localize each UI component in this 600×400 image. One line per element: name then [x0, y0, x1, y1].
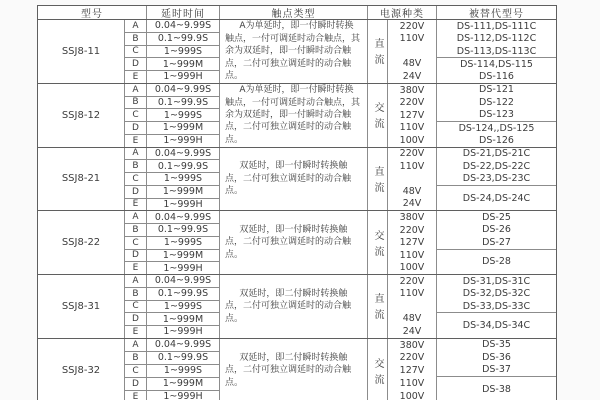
voltage: 100V: [399, 390, 425, 400]
gear-letter: A: [125, 275, 147, 287]
replaced-model: DS-24,DS-24C: [462, 192, 531, 204]
replaced-model: DS-112,DS-112C: [456, 33, 537, 45]
replaced-top-group: [437, 148, 556, 186]
gear-letter: C: [125, 365, 147, 377]
gear-letter: D: [125, 122, 147, 134]
block-ssj8-21: [38, 148, 556, 212]
gear-letter: C: [125, 301, 147, 313]
replaced-bottom-group: [437, 377, 556, 400]
replaced-model: DS-122: [479, 96, 514, 108]
replaced-model: DS-124,,DS-125: [458, 122, 535, 134]
replaced-model: DS-38: [482, 384, 511, 396]
delay-row: [125, 326, 220, 338]
delay-range: 0.1~99.9S: [147, 33, 220, 45]
delay-row: [125, 97, 220, 110]
voltage: 110V: [399, 33, 425, 45]
delay-range: 0.04~9.99S: [147, 339, 220, 351]
replaced-models-cell: [437, 211, 556, 274]
replaced-model: DS-126: [479, 134, 514, 146]
model-name: SSJ8-11: [38, 20, 125, 83]
voltage-list: [388, 339, 437, 400]
delay-row: [125, 339, 220, 352]
delay-rows: [125, 211, 220, 274]
replaced-model: DS-123: [479, 109, 514, 121]
delay-range: 1~999H: [147, 326, 220, 338]
delay-rows: [125, 20, 220, 83]
replaced-model: DS-121: [479, 84, 514, 96]
voltage: 127V: [399, 237, 425, 249]
gear-letter: D: [125, 58, 147, 70]
delay-range: 1~999S: [147, 173, 220, 185]
delay-range: 1~999M: [147, 58, 220, 70]
delay-row: [125, 224, 220, 237]
replaced-model: DS-25: [482, 211, 511, 223]
voltage-list: [388, 211, 437, 274]
voltage: 380V: [399, 339, 425, 351]
delay-range: 0.1~99.9S: [147, 288, 220, 300]
block-ssj8-12: [38, 84, 556, 148]
power-kind: 直流: [368, 20, 388, 83]
block-ssj8-11: [38, 20, 556, 84]
replaced-model: DS-22,DS-22C: [462, 160, 531, 172]
replaced-top-group: [437, 275, 556, 313]
replaced-model: DS-32,DS-32C: [462, 288, 531, 300]
voltage: 220V: [399, 20, 425, 32]
power-cell: [368, 20, 437, 83]
delay-row: [125, 365, 220, 378]
delay-row: [125, 33, 220, 46]
delay-range: 1~999S: [147, 301, 220, 313]
delay-row: [125, 122, 220, 135]
gear-letter: B: [125, 97, 147, 109]
delay-range: 1~999H: [147, 391, 220, 400]
replaced-model: DS-37: [482, 364, 511, 376]
delay-range: 0.04~9.99S: [147, 148, 220, 160]
delay-range: 1~999S: [147, 109, 220, 121]
delay-row: [125, 109, 220, 122]
model-name: SSJ8-22: [38, 211, 125, 274]
power-cell: [368, 84, 437, 147]
delay-range: 0.1~99.9S: [147, 97, 220, 109]
voltage-list: [388, 275, 437, 338]
model-name: SSJ8-31: [38, 275, 125, 338]
voltage: 110V: [399, 122, 425, 134]
delay-row: [125, 378, 220, 391]
replaced-bottom-group: [437, 122, 556, 147]
power-kind: 交流: [368, 339, 388, 400]
gear-letter: E: [125, 326, 147, 338]
contact-type-text: 双延时，即二付瞬时转换触点，二付可独立调延时的动合触点。: [225, 353, 352, 388]
voltage: 24V: [402, 70, 422, 82]
voltage-list: [388, 148, 437, 211]
delay-row: [125, 58, 220, 71]
gear-letter: D: [125, 313, 147, 325]
replaced-model: DS-113,DS-113C: [456, 45, 537, 57]
delay-row: [125, 288, 220, 301]
replaced-models-cell: [437, 84, 556, 147]
delay-row: [125, 352, 220, 365]
voltage: 48V: [402, 185, 422, 197]
replaced-model: DS-36: [482, 351, 511, 363]
delay-row: [125, 186, 220, 199]
delay-range: 1~999S: [147, 237, 220, 249]
delay-range: 0.04~9.99S: [147, 211, 220, 223]
replaced-top-group: [437, 339, 556, 377]
delay-row: [125, 237, 220, 250]
header-power-kind: 电源种类: [368, 6, 437, 19]
contact-type-text: 双延时，即一付瞬时转换触点，二付可独立调延时的动合触点。: [225, 225, 352, 260]
voltage: 127V: [399, 365, 425, 377]
delay-row: [125, 262, 220, 274]
voltage: 24V: [402, 325, 422, 337]
delay-row: [125, 135, 220, 147]
contact-type-cell: [220, 148, 368, 211]
delay-rows: [125, 275, 220, 338]
gear-letter: C: [125, 46, 147, 58]
voltage: 220V: [399, 148, 425, 160]
power-cell: [368, 275, 437, 338]
voltage: 110V: [399, 249, 425, 261]
gear-letter: D: [125, 186, 147, 198]
gear-letter: C: [125, 173, 147, 185]
gear-letter: E: [125, 199, 147, 211]
delay-row: [125, 71, 220, 83]
replaced-top-group: [437, 84, 556, 122]
delay-row: [125, 301, 220, 314]
model-name: SSJ8-12: [38, 84, 125, 147]
replaced-bottom-group: [437, 58, 556, 83]
contact-type-text: 双延时，即一付瞬时转换触点，二付可独立调延时的动合触点。: [225, 161, 352, 197]
delay-rows: [125, 148, 220, 211]
replaced-model: DS-21,DS-21C: [462, 148, 531, 160]
delay-row: [125, 20, 220, 33]
delay-range: 1~999M: [147, 186, 220, 198]
delay-row: [125, 173, 220, 186]
delay-row: [125, 275, 220, 288]
gear-letter: A: [125, 148, 147, 160]
voltage: 110V: [399, 160, 425, 172]
replaced-model: DS-111,DS-111C: [456, 20, 537, 32]
header-replaced-model: 被替代型号: [469, 9, 524, 20]
voltage: [388, 300, 436, 313]
delay-row: [125, 160, 220, 173]
delay-row: [125, 211, 220, 224]
block-ssj8-32: [38, 339, 556, 400]
delay-range: 0.04~9.99S: [147, 84, 220, 96]
voltage: 380V: [399, 84, 425, 96]
voltage: [388, 45, 436, 58]
replaced-models-cell: [437, 20, 556, 83]
replaced-model: DS-35: [482, 339, 511, 351]
delay-range: 0.1~99.9S: [147, 224, 220, 236]
replaced-model: DS-23,DS-23C: [462, 173, 531, 185]
delay-range: 1~999M: [147, 313, 220, 325]
gear-letter: D: [125, 378, 147, 390]
delay-range: 0.1~99.9S: [147, 160, 220, 172]
voltage: 380V: [399, 212, 425, 224]
gear-letter: E: [125, 262, 147, 274]
delay-row: [125, 313, 220, 326]
replaced-bottom-group: [437, 313, 556, 338]
gear-letter: E: [125, 391, 147, 400]
gear-letter: C: [125, 237, 147, 249]
table-header-row: [38, 6, 556, 20]
voltage: 110V: [399, 288, 425, 300]
delay-row: [125, 84, 220, 97]
voltage: 220V: [399, 224, 425, 236]
delay-range: 0.1~99.9S: [147, 352, 220, 364]
voltage: 24V: [402, 198, 422, 210]
contact-type-cell: [220, 211, 368, 274]
gear-letter: B: [125, 288, 147, 300]
replaced-bottom-group: [437, 250, 556, 275]
delay-range: 0.04~9.99S: [147, 275, 220, 287]
gear-letter: B: [125, 352, 147, 364]
delay-row: [125, 250, 220, 263]
voltage-list: [388, 20, 437, 83]
block-ssj8-22: [38, 211, 556, 275]
power-cell: [368, 148, 437, 211]
delay-range: 1~999S: [147, 46, 220, 58]
contact-type-cell: [220, 275, 368, 338]
block-ssj8-31: [38, 275, 556, 339]
power-kind: 直流: [368, 148, 388, 211]
replaced-model: DS-27: [482, 236, 511, 248]
voltage: 48V: [402, 58, 422, 70]
voltage: 220V: [399, 352, 425, 364]
delay-range: 0.04~9.99S: [147, 20, 220, 32]
voltage: 48V: [402, 313, 422, 325]
contact-type-text: A为单延时，即一付瞬时转换触点，一付可调延时动合触点，其余为双延时，即一付瞬时动合触点，二付可独立调延时的动合触点。: [225, 21, 361, 81]
header-model: 型号: [38, 6, 147, 19]
replaced-models-cell: [437, 148, 556, 211]
voltage: 110V: [399, 377, 425, 389]
contact-type-text: A为单延时，即一付瞬时转换触点，一付可调延时动合触点，其余为双延时，即一付瞬时动合触点，二付可独立调延时的动合触点。: [225, 85, 361, 145]
delay-row: [125, 148, 220, 161]
replaced-model: DS-114,DS-115: [460, 58, 533, 70]
delay-row: [125, 46, 220, 59]
gear-letter: E: [125, 135, 147, 147]
spec-table: [37, 5, 557, 400]
replaced-models-cell: [437, 275, 556, 338]
contact-type-cell: [220, 339, 368, 400]
power-cell: [368, 339, 437, 400]
gear-letter: A: [125, 20, 147, 32]
gear-letter: A: [125, 84, 147, 96]
replaced-top-group: [437, 20, 556, 58]
power-kind: 交流: [368, 84, 388, 147]
power-kind: 交流: [368, 211, 388, 274]
delay-range: 1~999H: [147, 135, 220, 147]
gear-letter: C: [125, 109, 147, 121]
voltage: 220V: [399, 97, 425, 109]
replaced-top-group: [437, 211, 556, 249]
replaced-models-cell: [437, 339, 556, 400]
replaced-model: DS-31,DS-31C: [462, 275, 531, 287]
gear-letter: E: [125, 71, 147, 83]
power-kind: 直流: [368, 275, 388, 338]
delay-range: 1~999M: [147, 378, 220, 390]
voltage: 100V: [399, 262, 425, 274]
model-name: SSJ8-21: [38, 148, 125, 211]
model-name: SSJ8-32: [38, 339, 125, 400]
voltage: 100V: [399, 134, 425, 146]
replaced-model: DS-26: [482, 224, 511, 236]
replaced-model: DS-116: [479, 71, 514, 83]
delay-rows: [125, 84, 220, 147]
contact-type-text: 双延时，即二付瞬时转换触点，二付可独立调延时的动合触点。: [225, 288, 352, 324]
delay-range: 1~999H: [147, 262, 220, 274]
power-cell: [368, 211, 437, 274]
replaced-model: DS-33,DS-33C: [462, 300, 531, 312]
voltage-list: [388, 84, 437, 147]
header-delay-time: 延时时间: [147, 6, 220, 19]
gear-letter: A: [125, 339, 147, 351]
voltage: [388, 173, 436, 186]
header-contact-type: 触点类型: [220, 6, 368, 19]
delay-range: 1~999S: [147, 365, 220, 377]
contact-type-cell: [220, 84, 368, 147]
delay-rows: [125, 339, 220, 400]
delay-range: 1~999M: [147, 122, 220, 134]
contact-type-cell: [220, 20, 368, 83]
gear-letter: D: [125, 250, 147, 262]
replaced-model: DS-34,DS-34C: [462, 320, 531, 331]
delay-row: [125, 199, 220, 211]
delay-row: [125, 391, 220, 400]
gear-letter: B: [125, 160, 147, 172]
replaced-bottom-group: [437, 186, 556, 211]
replaced-model: DS-28: [482, 256, 511, 268]
gear-letter: A: [125, 211, 147, 223]
voltage: 127V: [399, 109, 425, 121]
gear-letter: B: [125, 224, 147, 236]
delay-range: 1~999H: [147, 199, 220, 211]
voltage: 220V: [399, 275, 425, 287]
delay-range: 1~999M: [147, 250, 220, 262]
gear-letter: B: [125, 33, 147, 45]
delay-range: 1~999H: [147, 71, 220, 83]
